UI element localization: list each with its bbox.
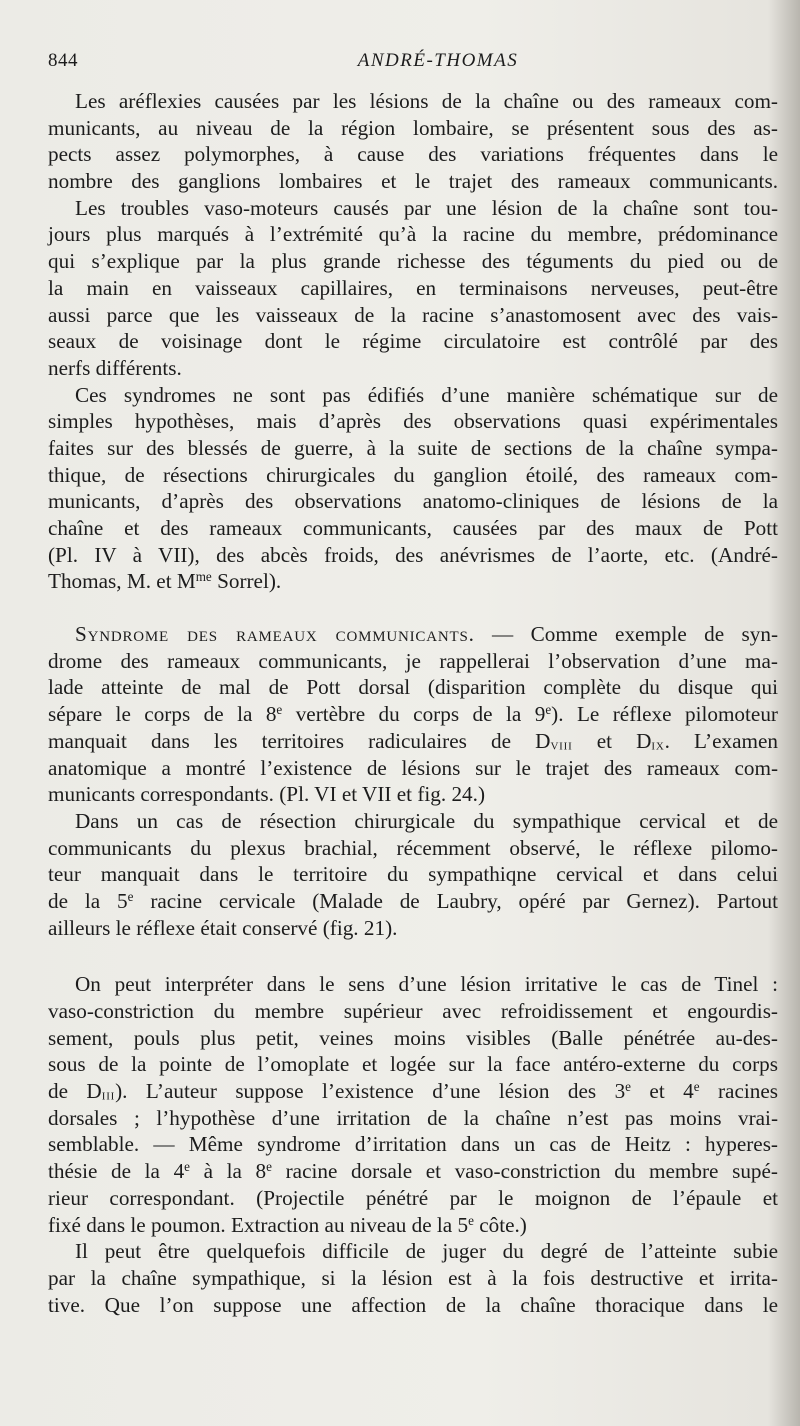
text-line: la main en vaisseaux capillaires, en terminaisons nerveuses, peut-être	[48, 275, 778, 300]
text-line	[48, 701, 778, 728]
superscript: e	[468, 1212, 474, 1228]
text-line: rieur correspondant. (Projectile pénétré par le moignon de l’épaule et	[48, 1185, 778, 1210]
superscript: e	[127, 888, 134, 904]
text-line	[48, 888, 778, 915]
text-fragment: thésie de la 4	[48, 1159, 185, 1184]
text-line: vaso-constriction du membre supérieur avec refroidissement et engourdis-	[48, 999, 778, 1023]
section-heading: Syndrome des rameaux communicants.	[75, 622, 475, 647]
paragraph-7	[48, 1238, 778, 1318]
section-gap	[48, 595, 778, 621]
text-fragment: de la 5	[48, 888, 128, 913]
text-line	[48, 1212, 778, 1239]
text-line	[48, 728, 778, 755]
running-head: ANDRÉ-THOMAS	[357, 50, 519, 71]
text-fragment: Thomas, M. et M	[48, 569, 196, 594]
text-line: seaux de voisinage dont le régime circulatoire est contrôlé par des	[48, 329, 778, 354]
superscript: e	[184, 1158, 190, 1174]
text-line: municants, au niveau de la région lombaire, se présentent sous des as-	[48, 115, 778, 140]
text-line: communicants du plexus brachial, récemment observé, le réflexe pilomo-	[48, 835, 778, 860]
section-gap	[48, 941, 778, 971]
paragraph-2	[48, 195, 778, 382]
text-fragment: sépare le corps de la 8	[48, 702, 277, 727]
text-fragment: ). Le réflexe pilomoteur	[551, 702, 778, 727]
text-line: sement, pouls plus petit, veines moins visibles (Balle pénétrée au-des-	[48, 1025, 778, 1050]
text-line	[48, 621, 778, 648]
text-line: municants correspondants. (Pl. VI et VII et fig. 24.)	[48, 782, 486, 807]
text-line: lade atteinte de mal de Pott dorsal (disparition complète du disque qui	[48, 675, 778, 700]
text-fragment: . L’examen	[664, 728, 778, 753]
text-line: faites sur des blessés de guerre, à la suite de sections de la chaîne sympa-	[48, 435, 778, 460]
subscript: viii	[550, 736, 573, 754]
text-line: nerfs différents.	[48, 355, 182, 380]
text-line: sous de la pointe de l’omoplate et logée sur la face antéro-externe du corps	[48, 1052, 778, 1077]
text-fragment: racine dorsale et vaso-constriction du membre supé-	[271, 1159, 778, 1184]
text-line: (Pl. IV à VII), des abcès froids, des anévrismes de l’aorte, etc. (André-	[48, 542, 778, 567]
text-line: nombre des ganglions lombaires et le trajet des rameaux communicants.	[48, 169, 778, 194]
subscript: iii	[101, 1086, 116, 1104]
text-line: simples hypothèses, mais d’après des observations quasi expérimentales	[48, 409, 778, 434]
paragraph-1	[48, 88, 778, 195]
text-fragment: côte.)	[473, 1212, 527, 1237]
text-line: drome des rameaux communicants, je rappellerai l’observation d’une ma-	[48, 648, 778, 673]
text-line: On peut interpréter dans le sens d’une lésion irritative le cas de Tinel :	[75, 972, 778, 997]
paragraph-5	[48, 808, 778, 941]
superscript: e	[266, 1158, 272, 1174]
text-fragment: racines	[699, 1079, 778, 1104]
text-fragment: et D	[572, 728, 652, 753]
text-line: teur manquait dans le territoire du sympathiqne cervical et dans celui	[48, 862, 778, 887]
text-line: semblable. — Même syndrome d’irritation dans un cas de Heitz : hyperes-	[48, 1132, 778, 1157]
text-fragment: fixé dans le poumon. Extraction au niveau de la 5	[48, 1212, 469, 1237]
text-fragment: vertèbre du corps de la 9	[282, 702, 546, 727]
text-line: Dans un cas de résection chirurgicale du sympathique cervical et de	[75, 808, 778, 833]
text-line	[48, 1158, 778, 1185]
text-fragment: Sorrel).	[211, 569, 282, 594]
text-fragment: ). L’auteur suppose l’existence d’une lésion des 3	[115, 1079, 626, 1104]
text-line: municants, d’après des observations anatomo-cliniques de lésions de la	[48, 489, 778, 514]
text-line: ailleurs le réflexe était conservé (fig. 21).	[48, 915, 398, 940]
superscript: e	[276, 701, 283, 717]
superscript: e	[625, 1078, 631, 1094]
text-line: Les troubles vaso-moteurs causés par une lésion de la chaîne sont tou-	[75, 195, 778, 220]
superscript: me	[195, 569, 212, 585]
text-fragment: — Comme exemple de syn-	[474, 622, 779, 647]
paragraph-4	[48, 621, 778, 808]
text-line: Ces syndromes ne sont pas édifiés d’une manière schématique sur de	[75, 382, 778, 407]
text-line: anatomique a montré l’existence de lésions sur le trajet des rameaux com-	[48, 755, 778, 780]
superscript: e	[545, 701, 552, 717]
page-header	[48, 50, 768, 76]
text-line	[48, 568, 778, 595]
text-fragment: racine cervicale (Malade de Laubry, opéré par Gernez). Partout	[133, 888, 778, 913]
paragraph-3	[48, 382, 778, 596]
page-body	[48, 88, 778, 1318]
subscript: ix	[651, 736, 665, 754]
text-line: thique, de résections chirurgicales du ganglion étoilé, des rameaux com-	[48, 462, 778, 487]
text-line: par la chaîne sympathique, si la lésion est à la fois destructive et irrita-	[48, 1265, 778, 1290]
page-number: 844	[48, 50, 78, 71]
text-line: tive. Que l’on suppose une affection de la chaîne thoracique dans le	[48, 1292, 778, 1317]
text-line: chaîne et des rameaux communicants, causées par des maux de Pott	[48, 516, 778, 540]
text-line: pects assez polymorphes, à cause des variations fréquentes dans le	[48, 142, 778, 167]
text-line: jours plus marqués à l’extrémité qu’à la racine du membre, prédominance	[48, 222, 778, 247]
text-line: qui s’explique par la plus grande richesse des téguments du pied ou de	[48, 249, 778, 274]
superscript: e	[693, 1078, 700, 1094]
text-line: Les aréflexies causées par les lésions de la chaîne ou des rameaux com-	[75, 89, 778, 113]
text-fragment: manquait dans les territoires radiculaires de D	[48, 728, 551, 753]
text-line: Il peut être quelquefois difficile de juger du degré de l’atteinte subie	[75, 1239, 778, 1264]
text-line: dorsales ; l’hypothèse d’une irritation de la chaîne n’est pas moins vrai-	[48, 1105, 778, 1130]
text-fragment: et 4	[631, 1079, 694, 1104]
text-fragment: à la 8	[190, 1159, 267, 1184]
paragraph-6	[48, 971, 778, 1238]
text-fragment: de D	[48, 1079, 102, 1104]
text-line	[48, 1078, 778, 1105]
text-line: aussi parce que les vaisseaux de la racine s’anastomosent avec des vais-	[48, 302, 778, 327]
